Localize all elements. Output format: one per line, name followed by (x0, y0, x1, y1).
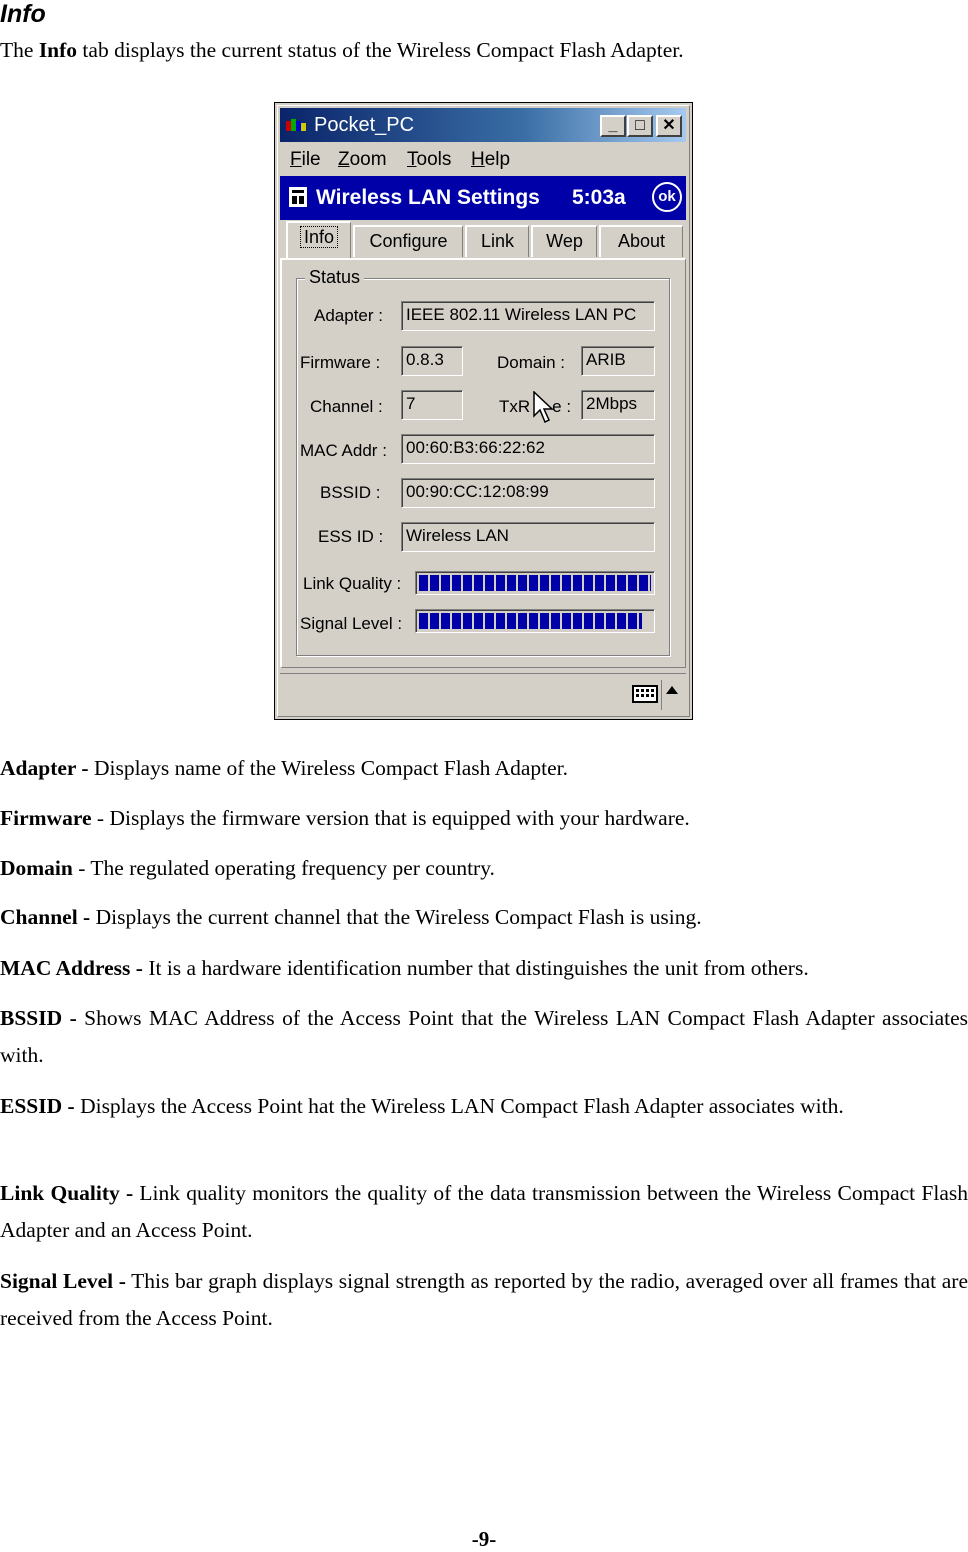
desc-term: BSSID - (0, 1006, 77, 1030)
essid-label: ESS ID : (318, 527, 384, 546)
bssid-field: 00:90:CC:12:08:99 (401, 478, 655, 508)
desc-text: Shows MAC Address of the Access Point that the Wireless LAN Compact Flash Adapter associates with. (0, 1006, 968, 1067)
pocket-pc-screenshot (274, 102, 693, 720)
desc-firmware (0, 800, 968, 837)
intro-text-rest: tab displays the current status of the Wireless Compact Flash Adapter. (77, 38, 684, 62)
info-panel (280, 258, 686, 668)
firmware-field: 0.8.3 (401, 346, 463, 376)
menu-file-accel: F (290, 149, 302, 170)
desc-term: Signal Level - (0, 1269, 126, 1293)
desc-bssid (0, 1000, 968, 1074)
signal-level-label: Signal Level : (300, 614, 403, 633)
menu-zoom-accel: Z (338, 149, 350, 170)
keyboard-icon[interactable] (632, 684, 658, 704)
tab-about[interactable] (599, 225, 683, 257)
app-title-bar (280, 176, 686, 220)
link-quality-fill (419, 575, 651, 591)
intro-paragraph (0, 36, 684, 64)
window-titlebar[interactable] (280, 108, 686, 142)
sip-divider (661, 680, 662, 710)
intro-bold-term: Info (38, 38, 78, 62)
signal-level-fill (419, 613, 642, 629)
channel-field: 7 (401, 390, 463, 420)
essid-field: Wireless LAN (401, 522, 655, 552)
menu-tools-accel: T (407, 149, 417, 170)
tab-link[interactable] (465, 225, 529, 257)
desc-signal-level (0, 1263, 968, 1337)
txrate-field: 2Mbps (581, 390, 655, 420)
tab-wep[interactable] (531, 225, 597, 257)
desc-text: This bar graph displays signal strength as reported by the radio, averaged over all frames that are received from the Access Point. (0, 1269, 968, 1330)
ok-button[interactable]: ok (652, 182, 682, 212)
desc-essid (0, 1088, 968, 1125)
desc-term: Domain (0, 856, 73, 880)
window-title: Pocket_PC (314, 114, 415, 136)
tab-wep-label: Wep (546, 231, 583, 251)
desc-text: Link quality monitors the quality of the data transmission between the Wireless Compact Flash Adapter and an Access Point. (0, 1181, 968, 1242)
desc-text: - Displays the firmware version that is equipped with your hardware. (91, 806, 690, 830)
app-title: Wireless LAN Settings (316, 186, 540, 209)
sip-up-arrow-icon[interactable] (666, 686, 678, 694)
wireless-settings-icon (287, 185, 309, 209)
desc-term: ESSID - (0, 1094, 75, 1118)
desc-text: Displays the Access Point hat the Wireless LAN Compact Flash Adapter associates with. (74, 1094, 844, 1118)
txrate-label-start: TxR (499, 397, 531, 416)
desc-term: Link Quality - (0, 1181, 134, 1205)
maximize-button[interactable]: □ (627, 115, 653, 137)
adapter-field: IEEE 802.11 Wireless LAN PC (401, 301, 655, 331)
menu-help-accel: H (471, 149, 485, 170)
txrate-label-end: e : (552, 397, 572, 416)
desc-term: MAC Address - (0, 956, 143, 980)
desc-domain (0, 850, 968, 887)
mouse-cursor-icon (533, 391, 555, 425)
menu-zoom-label: oom (349, 149, 387, 170)
sip-bar (280, 673, 686, 716)
desc-link-quality (0, 1175, 968, 1249)
desc-text: - The regulated operating frequency per country. (72, 856, 495, 880)
minimize-button[interactable]: _ (600, 115, 626, 137)
channel-label: Channel : (310, 397, 383, 416)
desc-text: It is a hardware identification number that distinguishes the unit from others. (142, 956, 809, 980)
domain-field: ARIB (581, 346, 655, 376)
desc-term: Adapter - (0, 756, 89, 780)
signal-level-bar (415, 609, 655, 633)
desc-mac-address (0, 950, 968, 987)
menu-help[interactable] (471, 149, 510, 171)
menu-help-label: elp (484, 149, 511, 170)
menu-file-label: ile (301, 149, 321, 170)
link-quality-label: Link Quality : (303, 574, 402, 593)
desc-channel (0, 899, 968, 936)
adapter-label: Adapter : (314, 306, 383, 325)
desc-text: Displays name of the Wireless Compact Flash Adapter. (88, 756, 569, 780)
tab-strip (280, 221, 686, 259)
mac-label: MAC Addr : (300, 441, 387, 460)
menu-tools[interactable] (407, 149, 451, 171)
tab-configure-label: Configure (369, 231, 448, 251)
tab-info[interactable] (286, 221, 351, 259)
desc-text: Displays the current channel that the Wireless Compact Flash is using. (90, 905, 702, 929)
menu-zoom[interactable] (338, 149, 387, 171)
desc-term: Channel - (0, 905, 91, 929)
firmware-label: Firmware : (300, 353, 381, 372)
page-number: -9- (471, 1527, 497, 1551)
tab-link-label: Link (480, 231, 515, 251)
desc-adapter (0, 750, 968, 787)
status-group (296, 267, 670, 656)
menu-file[interactable] (290, 149, 321, 171)
domain-label: Domain : (497, 353, 566, 372)
tab-configure[interactable] (353, 225, 463, 257)
tab-about-label: About (617, 231, 666, 251)
tab-info-label: Info (300, 226, 338, 248)
mac-field: 00:60:B3:66:22:62 (401, 434, 655, 464)
section-heading: Info (0, 0, 46, 28)
desc-term: Firmware (0, 806, 92, 830)
clock[interactable]: 5:03a (572, 186, 626, 209)
pocket-pc-window-icon (286, 119, 306, 133)
link-quality-bar (415, 571, 655, 595)
bssid-label: BSSID : (320, 483, 381, 502)
status-group-title: Status (305, 267, 364, 288)
intro-text: The (0, 38, 39, 62)
menu-bar (280, 145, 686, 175)
menu-tools-label: ools (416, 149, 452, 170)
close-button[interactable]: ✕ (656, 115, 682, 137)
